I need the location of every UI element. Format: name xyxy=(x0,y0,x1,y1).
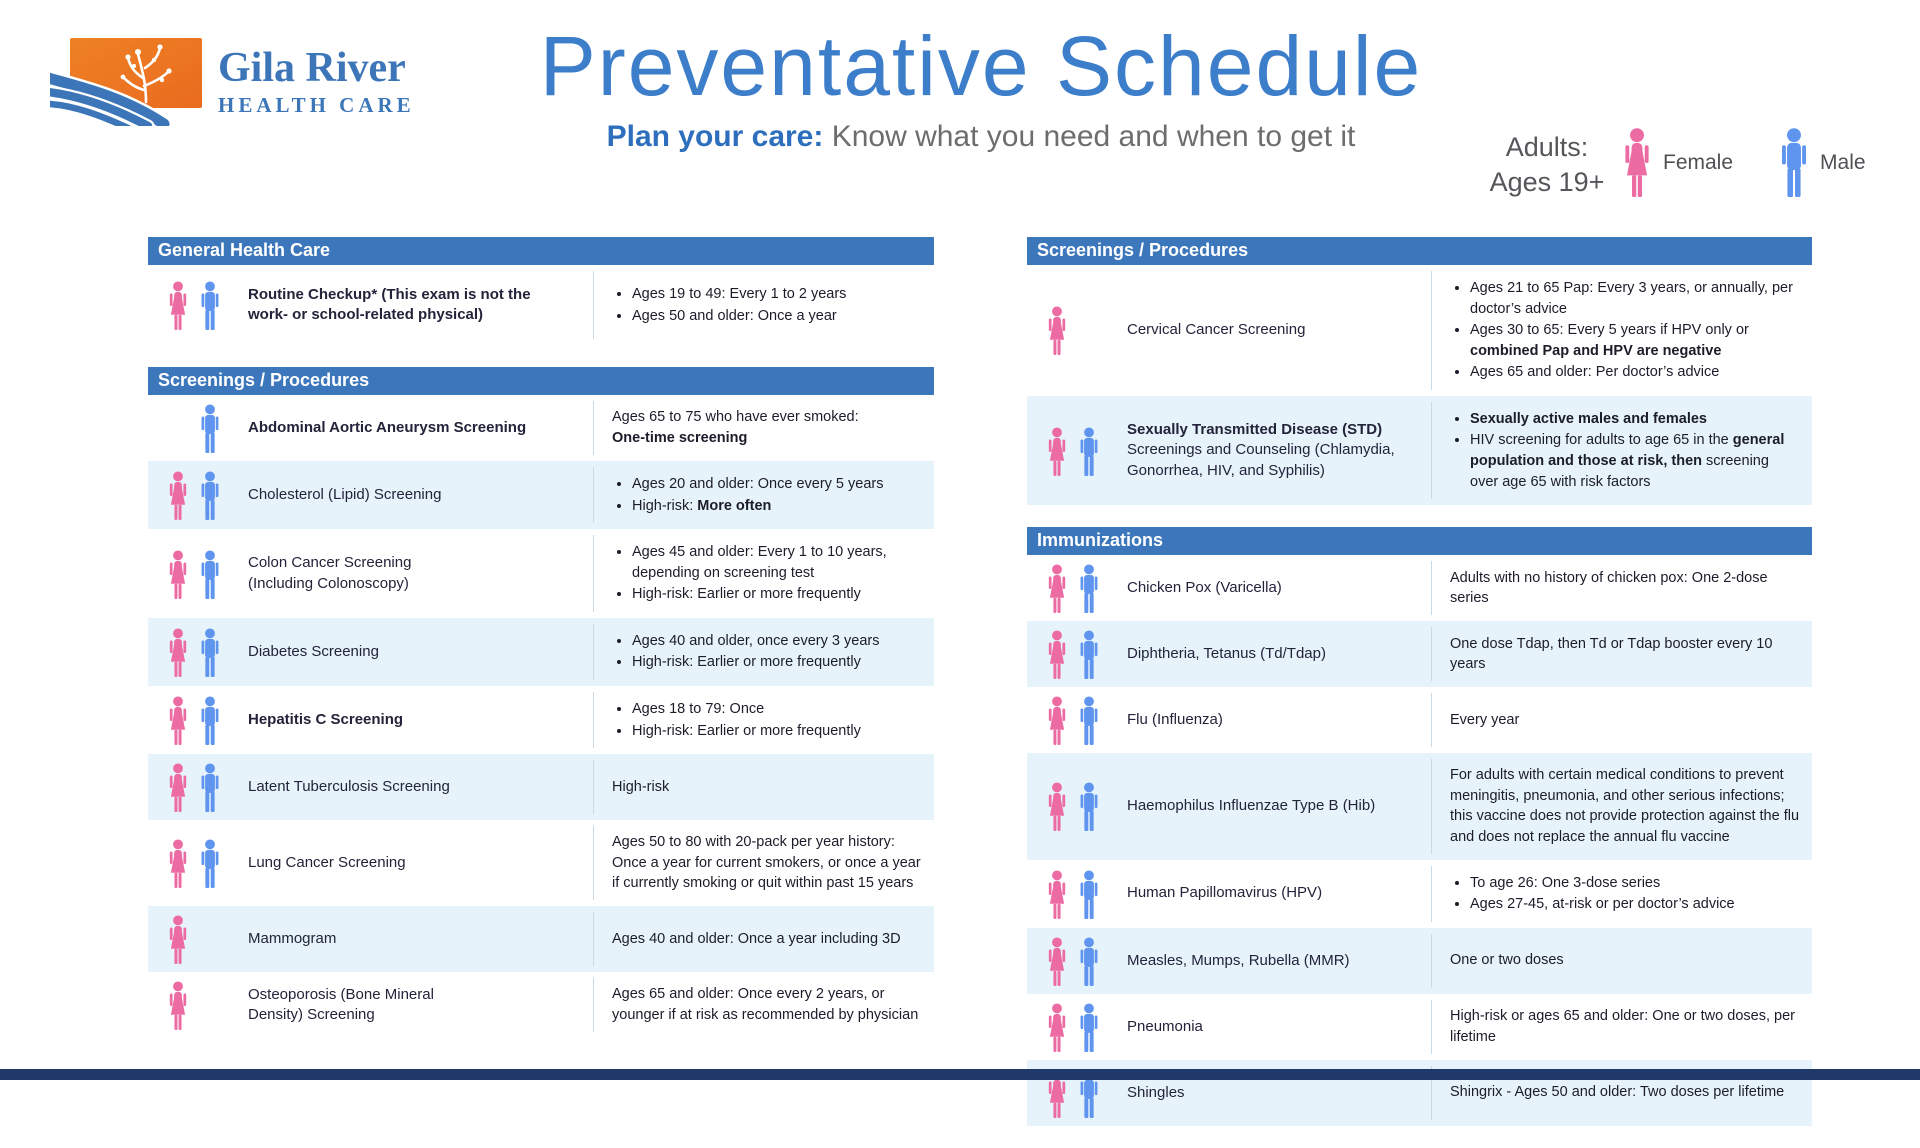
female-icon xyxy=(1045,629,1069,681)
male-icon-slot xyxy=(1076,934,1102,988)
female-icon-slot xyxy=(1044,627,1070,681)
row-gender-icons xyxy=(148,547,240,601)
section-header: General Health Care xyxy=(148,237,934,265)
female-icon-slot xyxy=(165,278,191,332)
row-description: • Ages 21 to 65 Pap: Every 3 years, or annually, per doctor’s advice • Ages 30 to 65: Every 5 years if HPV only or combined Pap and HPV are negative • Ages 65 and older: Per doctor’s advice xyxy=(1432,271,1812,390)
row-label: Shingles xyxy=(1127,1083,1185,1101)
table-row xyxy=(1027,555,1812,621)
section-screenings-procedures xyxy=(148,367,934,1038)
row-description: • Ages 19 to 49: Every 1 to 2 years • Ages 50 and older: Once a year xyxy=(594,277,934,333)
male-icon xyxy=(1077,1002,1101,1054)
male-icon xyxy=(1077,629,1101,681)
row-gender-icons xyxy=(148,912,240,966)
male-icon xyxy=(1077,695,1101,747)
table-row xyxy=(148,265,934,345)
female-icon xyxy=(166,914,190,966)
row-label: Lung Cancer Screening xyxy=(248,853,406,871)
audience-line2: Ages 19+ xyxy=(1489,167,1605,198)
table-row xyxy=(148,686,934,754)
female-icon-slot xyxy=(1044,1000,1070,1054)
subtitle-emphasis: Plan your care: xyxy=(606,120,824,154)
female-icon-slot xyxy=(1044,779,1070,833)
female-icon xyxy=(1045,563,1069,615)
row-description: Ages 65 to 75 who have ever smoked: One-time screening xyxy=(612,409,859,446)
row-description: • Sexually active males and females • HIV screening for adults to age 65 in the general population and those at risk, then screening over age 65 with risk factors xyxy=(1432,402,1812,499)
male-icon xyxy=(198,280,222,332)
gender-legend xyxy=(1620,118,1866,208)
section-header: Screenings / Procedures xyxy=(1027,237,1812,265)
female-icon xyxy=(1045,1002,1069,1054)
female-icon-slot xyxy=(165,401,191,455)
male-icon-slot xyxy=(197,836,223,890)
female-icon-slot xyxy=(165,625,191,679)
row-gender-icons xyxy=(148,693,240,747)
row-description: Ages 40 and older: Once a year including 3D xyxy=(612,930,901,947)
female-icon xyxy=(166,762,190,814)
row-label: Sexually Transmitted Disease (STD) Screenings and Counseling (Chlamydia, Gonorrhea, HIV, and Syphilis) xyxy=(1127,421,1395,479)
male-icon xyxy=(198,627,222,679)
row-description: • Ages 45 and older: Every 1 to 10 years, depending on screening test • High-risk: Earlier or more frequently xyxy=(594,535,934,612)
table-row xyxy=(1027,753,1812,859)
row-label: Chicken Pox (Varicella) xyxy=(1127,579,1282,597)
row-gender-icons xyxy=(148,401,240,455)
male-icon-slot xyxy=(1076,627,1102,681)
table-row xyxy=(1027,687,1812,753)
gila-river-logo xyxy=(50,38,415,126)
legend-male xyxy=(1777,126,1866,200)
table-row xyxy=(1027,860,1812,928)
row-label: Diabetes Screening xyxy=(248,642,379,660)
female-icon xyxy=(1045,426,1069,478)
female-icon xyxy=(1045,869,1069,921)
footer-bar xyxy=(0,1069,1920,1080)
row-gender-icons xyxy=(1027,779,1119,833)
row-label: Colon Cancer Screening (Including Colonoscopy) xyxy=(248,554,412,592)
male-icon-slot xyxy=(1076,424,1102,478)
row-description: Adults with no history of chicken pox: One 2-dose series xyxy=(1450,569,1768,607)
row-description: Ages 65 and older: Once every 2 years, or younger if at risk as recommended by physician xyxy=(612,986,919,1023)
male-icon xyxy=(198,762,222,814)
table-row xyxy=(148,754,934,820)
table-row xyxy=(1027,621,1812,687)
female-icon-slot xyxy=(165,693,191,747)
section-screenings-procedures xyxy=(1027,237,1812,505)
male-icon xyxy=(1777,126,1811,200)
legend-female-label: Female xyxy=(1663,151,1734,174)
row-description: High-risk xyxy=(612,778,670,795)
male-icon-slot xyxy=(197,760,223,814)
row-gender-icons xyxy=(1027,627,1119,681)
male-icon xyxy=(1077,869,1101,921)
female-icon-slot xyxy=(1044,303,1070,357)
logo-subtitle: HEALTH CARE xyxy=(218,92,415,117)
logo-name: Gila River xyxy=(218,45,406,92)
row-label: Routine Checkup* (This exam is not the work- or school-related physical) xyxy=(248,285,531,323)
audience-line1: Adults: xyxy=(1505,132,1589,162)
table-row xyxy=(148,395,934,461)
male-icon xyxy=(1077,563,1101,615)
row-description: Every year xyxy=(1450,711,1520,728)
row-gender-icons xyxy=(1027,303,1119,357)
female-icon xyxy=(166,838,190,890)
female-icon-slot xyxy=(165,978,191,1032)
female-icon-slot xyxy=(165,760,191,814)
row-description: One or two doses xyxy=(1450,952,1564,969)
row-gender-icons xyxy=(1027,1000,1119,1054)
row-gender-icons xyxy=(1027,867,1119,921)
row-label: Osteoporosis (Bone Mineral Density) Screening xyxy=(248,985,434,1023)
male-icon xyxy=(198,470,222,522)
right-column xyxy=(1027,237,1812,1148)
female-icon-slot xyxy=(165,468,191,522)
row-gender-icons xyxy=(148,278,240,332)
table-row xyxy=(148,461,934,529)
male-icon-slot xyxy=(197,978,223,1032)
row-label: Cervical Cancer Screening xyxy=(1127,321,1306,339)
left-column xyxy=(148,237,934,1060)
table-row xyxy=(148,972,934,1038)
female-icon xyxy=(1045,305,1069,357)
female-icon-slot xyxy=(165,836,191,890)
legend-male-label: Male xyxy=(1820,151,1866,174)
female-icon xyxy=(166,980,190,1032)
row-description: For adults with certain medical conditions to prevent meningitis, pneumonia, and other serious infections; this vaccine does not provide protection against the flu and does not replace the annual flu vaccine xyxy=(1450,767,1800,845)
female-icon xyxy=(1045,936,1069,988)
row-description: One dose Tdap, then Td or Tdap booster every 10 years xyxy=(1450,635,1773,673)
row-gender-icons xyxy=(1027,424,1119,478)
male-icon-slot xyxy=(1076,779,1102,833)
row-description: Ages 50 to 80 with 20-pack per year history: Once a year for current smokers, or once a year if currently smoking or quit within past 15 years xyxy=(612,834,921,892)
row-gender-icons xyxy=(148,978,240,1032)
section-immunizations xyxy=(1027,527,1812,1125)
female-icon-slot xyxy=(1044,934,1070,988)
male-icon-slot xyxy=(197,625,223,679)
female-icon-slot xyxy=(1044,867,1070,921)
row-description: High-risk or ages 65 and older: One or two doses, per lifetime xyxy=(1450,1008,1795,1045)
audience-label xyxy=(1482,130,1612,200)
row-label: Measles, Mumps, Rubella (MMR) xyxy=(1127,951,1350,969)
male-icon xyxy=(198,695,222,747)
male-icon-slot xyxy=(1076,561,1102,615)
row-label: Abdominal Aortic Aneurysm Screening xyxy=(248,418,527,436)
female-icon xyxy=(166,695,190,747)
male-icon xyxy=(1077,936,1101,988)
female-icon-slot xyxy=(165,912,191,966)
table-row xyxy=(1027,265,1812,396)
row-gender-icons xyxy=(1027,693,1119,747)
male-icon-slot xyxy=(1076,303,1102,357)
female-icon xyxy=(166,627,190,679)
subtitle-rest: Know what you need and when to get it xyxy=(823,120,1356,154)
table-row xyxy=(1027,928,1812,994)
male-icon-slot xyxy=(197,278,223,332)
female-icon xyxy=(1045,695,1069,747)
row-description: Shingrix - Ages 50 and older: Two doses per lifetime xyxy=(1450,1084,1785,1101)
female-icon-slot xyxy=(165,547,191,601)
male-icon-slot xyxy=(197,693,223,747)
table-row xyxy=(148,820,934,906)
table-row xyxy=(148,906,934,972)
male-icon xyxy=(198,549,222,601)
male-icon xyxy=(1077,426,1101,478)
table-row xyxy=(1027,396,1812,505)
male-icon xyxy=(198,838,222,890)
row-label: Cholesterol (Lipid) Screening xyxy=(248,485,442,503)
row-gender-icons xyxy=(1027,934,1119,988)
row-gender-icons xyxy=(1027,561,1119,615)
table-row xyxy=(148,618,934,686)
row-label: Latent Tuberculosis Screening xyxy=(248,778,450,796)
male-icon-slot xyxy=(197,547,223,601)
row-gender-icons xyxy=(148,625,240,679)
row-label: Diphtheria, Tetanus (Td/Tdap) xyxy=(1127,645,1326,663)
row-label: Mammogram xyxy=(248,929,337,947)
row-description: • Ages 20 and older: Once every 5 years • High-risk: More often xyxy=(594,467,934,523)
row-label: Human Papillomavirus (HPV) xyxy=(1127,884,1323,902)
male-icon xyxy=(1077,781,1101,833)
legend-female xyxy=(1620,126,1733,200)
female-icon-slot xyxy=(1044,561,1070,615)
row-label: Flu (Influenza) xyxy=(1127,711,1223,729)
section-header: Screenings / Procedures xyxy=(148,367,934,395)
row-description: • Ages 40 and older, once every 3 years • High-risk: Earlier or more frequently xyxy=(594,624,934,680)
table-row xyxy=(148,529,934,618)
row-label: Haemophilus Influenzae Type B (Hib) xyxy=(1127,797,1376,815)
male-icon-slot xyxy=(197,468,223,522)
row-label: Hepatitis C Screening xyxy=(248,711,404,728)
female-icon xyxy=(166,470,190,522)
male-icon-slot xyxy=(197,401,223,455)
row-label: Pneumonia xyxy=(1127,1017,1203,1035)
female-icon-slot xyxy=(1044,424,1070,478)
female-icon xyxy=(166,280,190,332)
female-icon-slot xyxy=(1044,693,1070,747)
section-header: Immunizations xyxy=(1027,527,1812,555)
male-icon-slot xyxy=(1076,693,1102,747)
page-subtitle xyxy=(426,120,1536,154)
table-row xyxy=(1027,994,1812,1060)
page-title: Preventative Schedule xyxy=(539,19,1423,113)
male-icon xyxy=(198,403,222,455)
gila-river-logo-mark xyxy=(50,38,202,126)
female-icon xyxy=(1620,126,1654,200)
male-icon-slot xyxy=(1076,867,1102,921)
male-icon-slot xyxy=(197,912,223,966)
row-gender-icons xyxy=(148,760,240,814)
row-gender-icons xyxy=(148,468,240,522)
male-icon-slot xyxy=(1076,1000,1102,1054)
female-icon xyxy=(1045,781,1069,833)
row-description: • To age 26: One 3-dose series • Ages 27-45, at-risk or per doctor’s advice xyxy=(1432,866,1812,922)
section-general-health-care xyxy=(148,237,934,345)
row-gender-icons xyxy=(148,836,240,890)
row-description: • Ages 18 to 79: Once • High-risk: Earlier or more frequently xyxy=(594,692,934,748)
female-icon xyxy=(166,549,190,601)
